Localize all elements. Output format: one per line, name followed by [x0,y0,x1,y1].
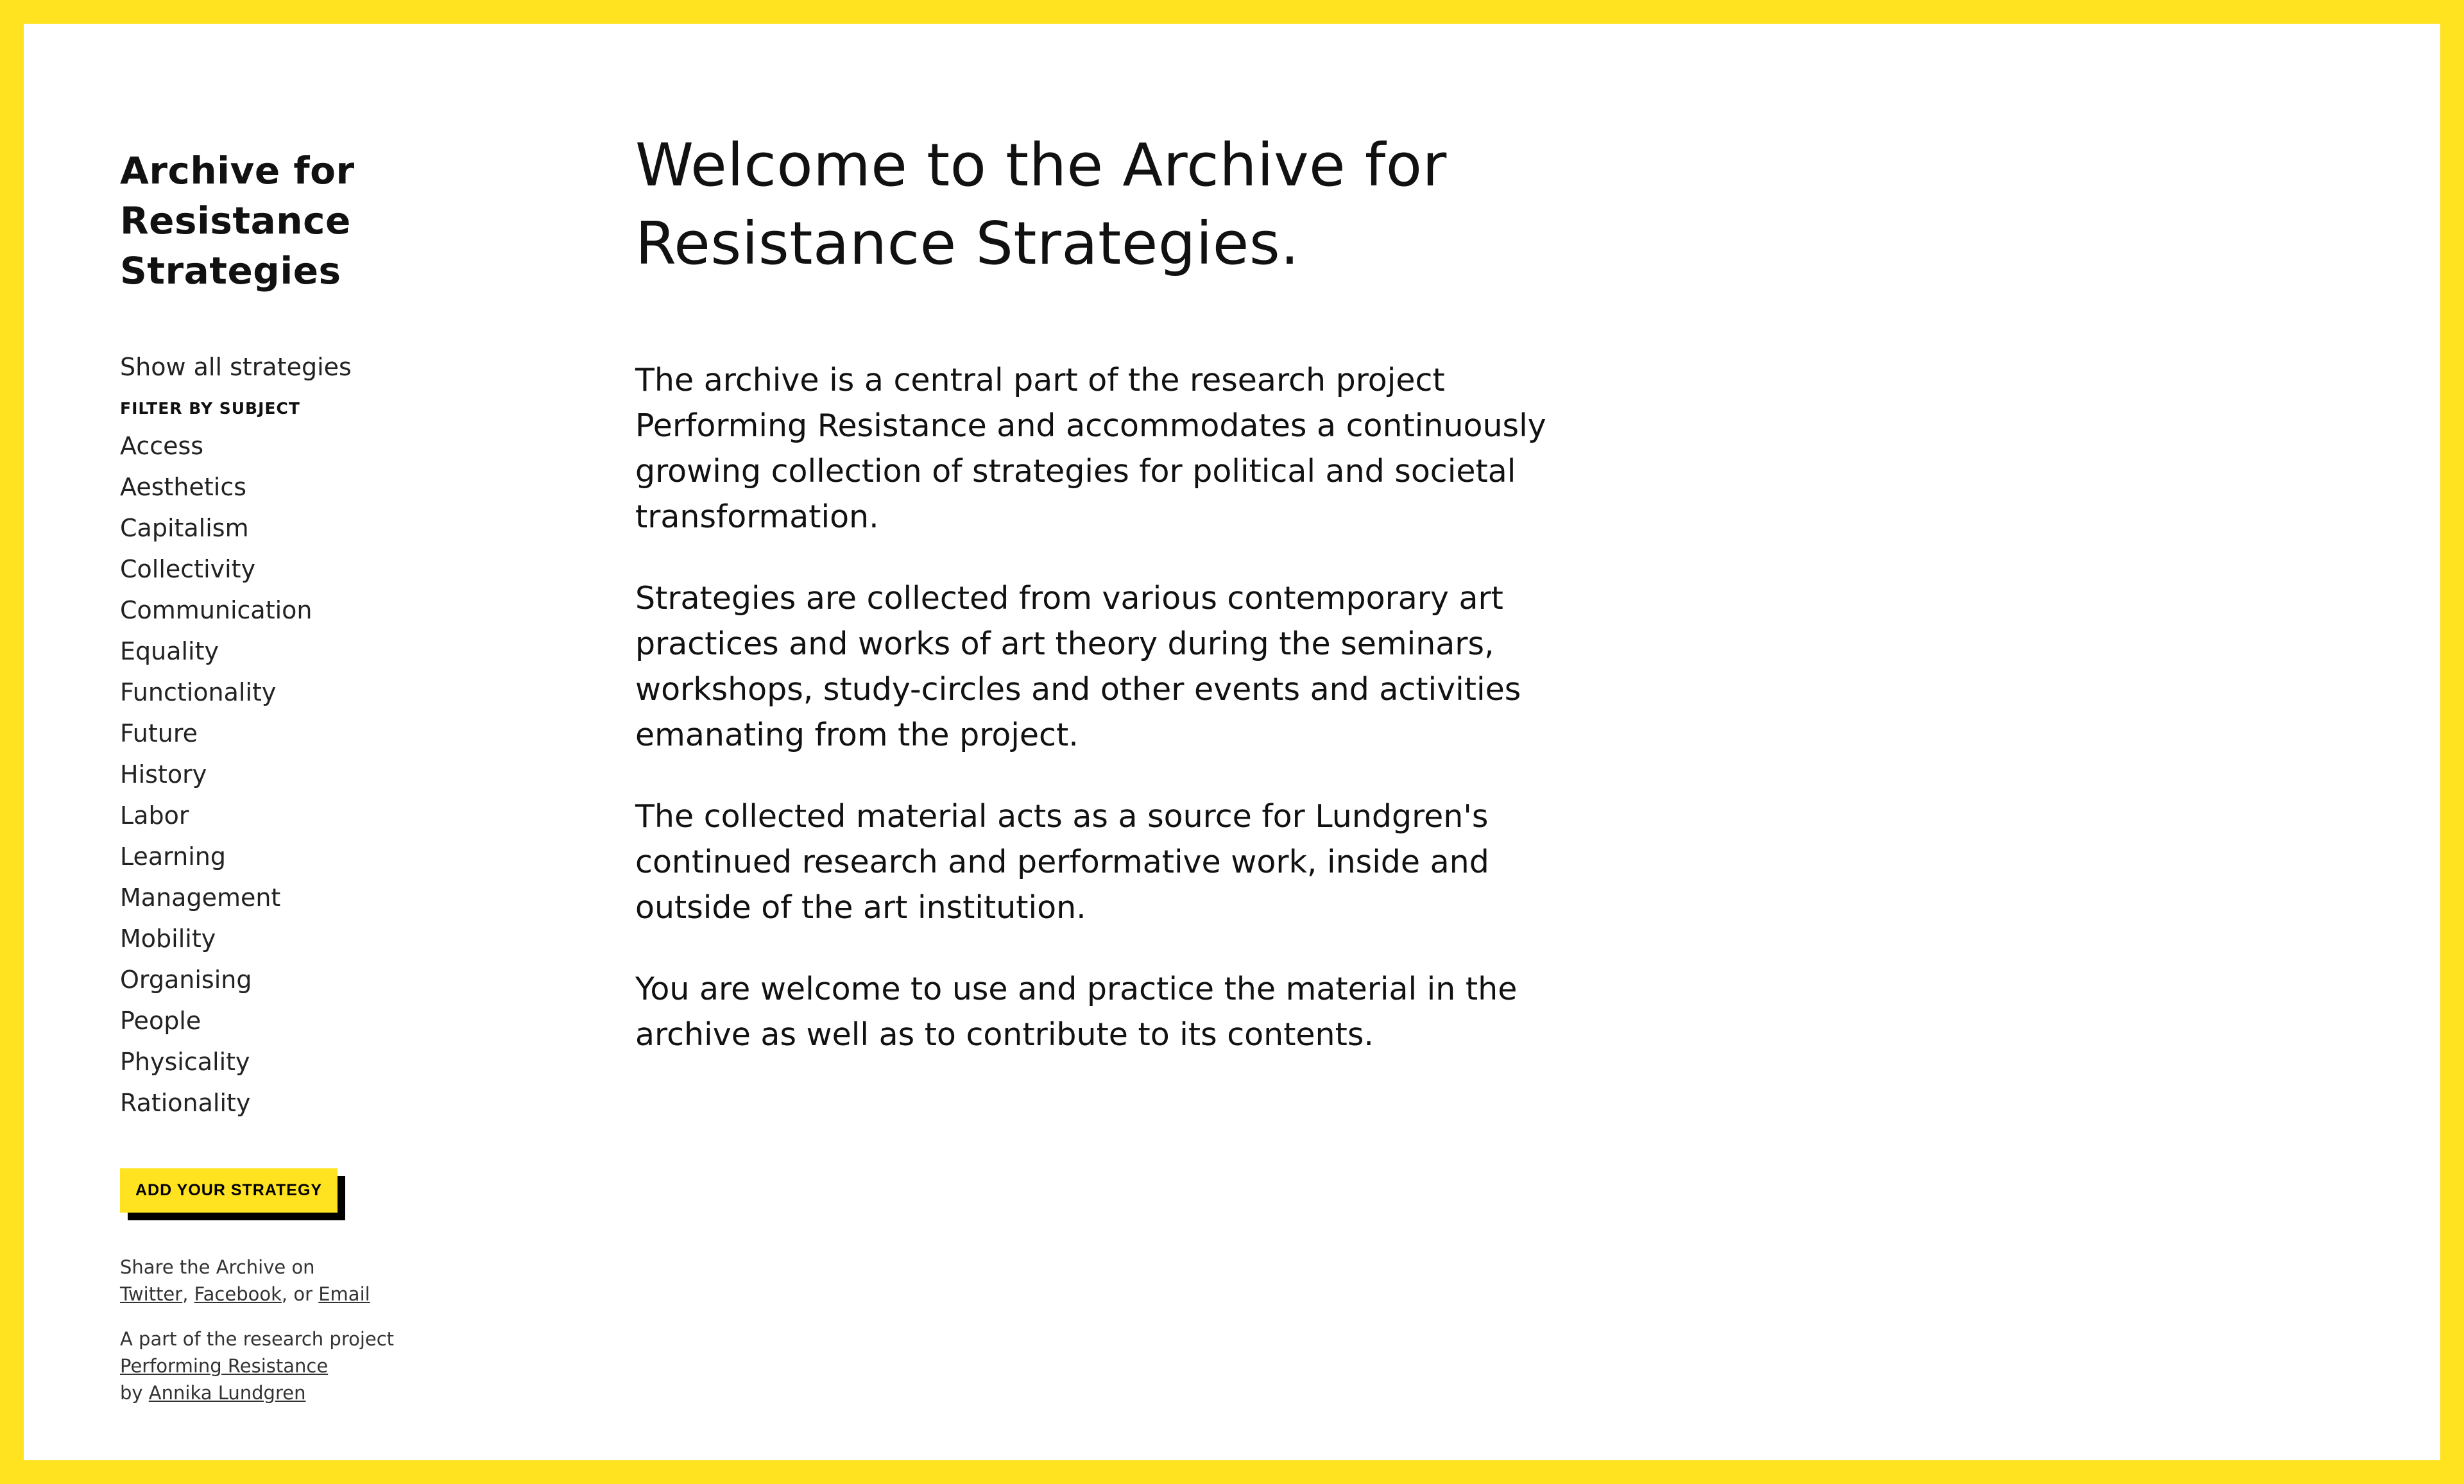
welcome-paragraph: You are welcome to use and practice the material in the archive as well as to contribute to its contents. [635,971,1518,1053]
page-frame [24,24,2440,1460]
subject-item[interactable]: Capitalism [120,514,249,542]
subject-item[interactable]: Management [120,883,281,912]
subject-item[interactable]: Physicality [120,1048,250,1076]
subject-item[interactable]: Functionality [120,678,277,706]
subject-item[interactable]: Equality [120,637,219,665]
credit-line: A part of the research project [120,1328,395,1350]
main-content [635,126,1546,1093]
subject-list [120,425,479,1123]
subject-item[interactable]: Labor [120,801,189,830]
share-separator: , or [281,1283,319,1305]
subject-item[interactable]: Rationality [120,1089,251,1117]
share-prefix: Share the Archive on [120,1256,315,1278]
filter-heading: FILTER BY SUBJECT [120,399,300,418]
credit-by: by [120,1382,149,1404]
source-paragraph: The collected material acts as a source for Lundgren's continued research and performative work, inside and outside of the art institution. [635,798,1489,926]
subject-item[interactable]: Mobility [120,925,216,953]
subject-item[interactable]: Access [120,432,204,460]
subject-item[interactable]: Organising [120,966,252,994]
performing-resistance-link[interactable]: Performing Resistance [120,1355,329,1377]
site-title-line-3: Strategies [120,249,341,293]
subject-item[interactable]: Collectivity [120,555,256,583]
subject-item[interactable]: People [120,1007,201,1035]
add-strategy-wrapper [96,1123,479,1213]
site-title-line-1: Archive for [120,149,355,192]
intro-paragraph: The archive is a central part of the research project Performing Resistance and accommodates a continuously growing collection of strategies for political and societal transformation. [635,362,1546,535]
subject-item[interactable]: Learning [120,842,226,871]
page-title-line-1: Welcome to the Archive for [635,131,1447,200]
subject-item[interactable]: Aesthetics [120,473,247,501]
add-strategy-button[interactable]: ADD YOUR STRATEGY [120,1168,338,1213]
share-separator: , [182,1283,194,1305]
share-section [120,1254,479,1308]
share-twitter-link[interactable]: Twitter [120,1283,183,1305]
subject-item[interactable]: Future [120,719,198,747]
share-facebook-link[interactable]: Facebook [194,1283,282,1305]
page-title-line-2: Resistance Strategies. [635,209,1300,278]
share-email-link[interactable]: Email [318,1283,370,1305]
site-title-line-2: Resistance [120,199,351,243]
author-link[interactable]: Annika Lundgren [148,1382,306,1404]
sidebar [120,146,479,1406]
credit-section [120,1326,479,1406]
collection-paragraph: Strategies are collected from various contemporary art practices and works of art theory during the seminars, workshops, study-circles and other events and activities emanating from the project. [635,580,1521,753]
page-title [635,126,1546,283]
subject-item[interactable]: Communication [120,596,312,624]
show-all-strategies-link[interactable]: Show all strategies [120,353,352,381]
subject-item[interactable]: History [120,760,207,789]
site-title[interactable] [120,146,479,296]
